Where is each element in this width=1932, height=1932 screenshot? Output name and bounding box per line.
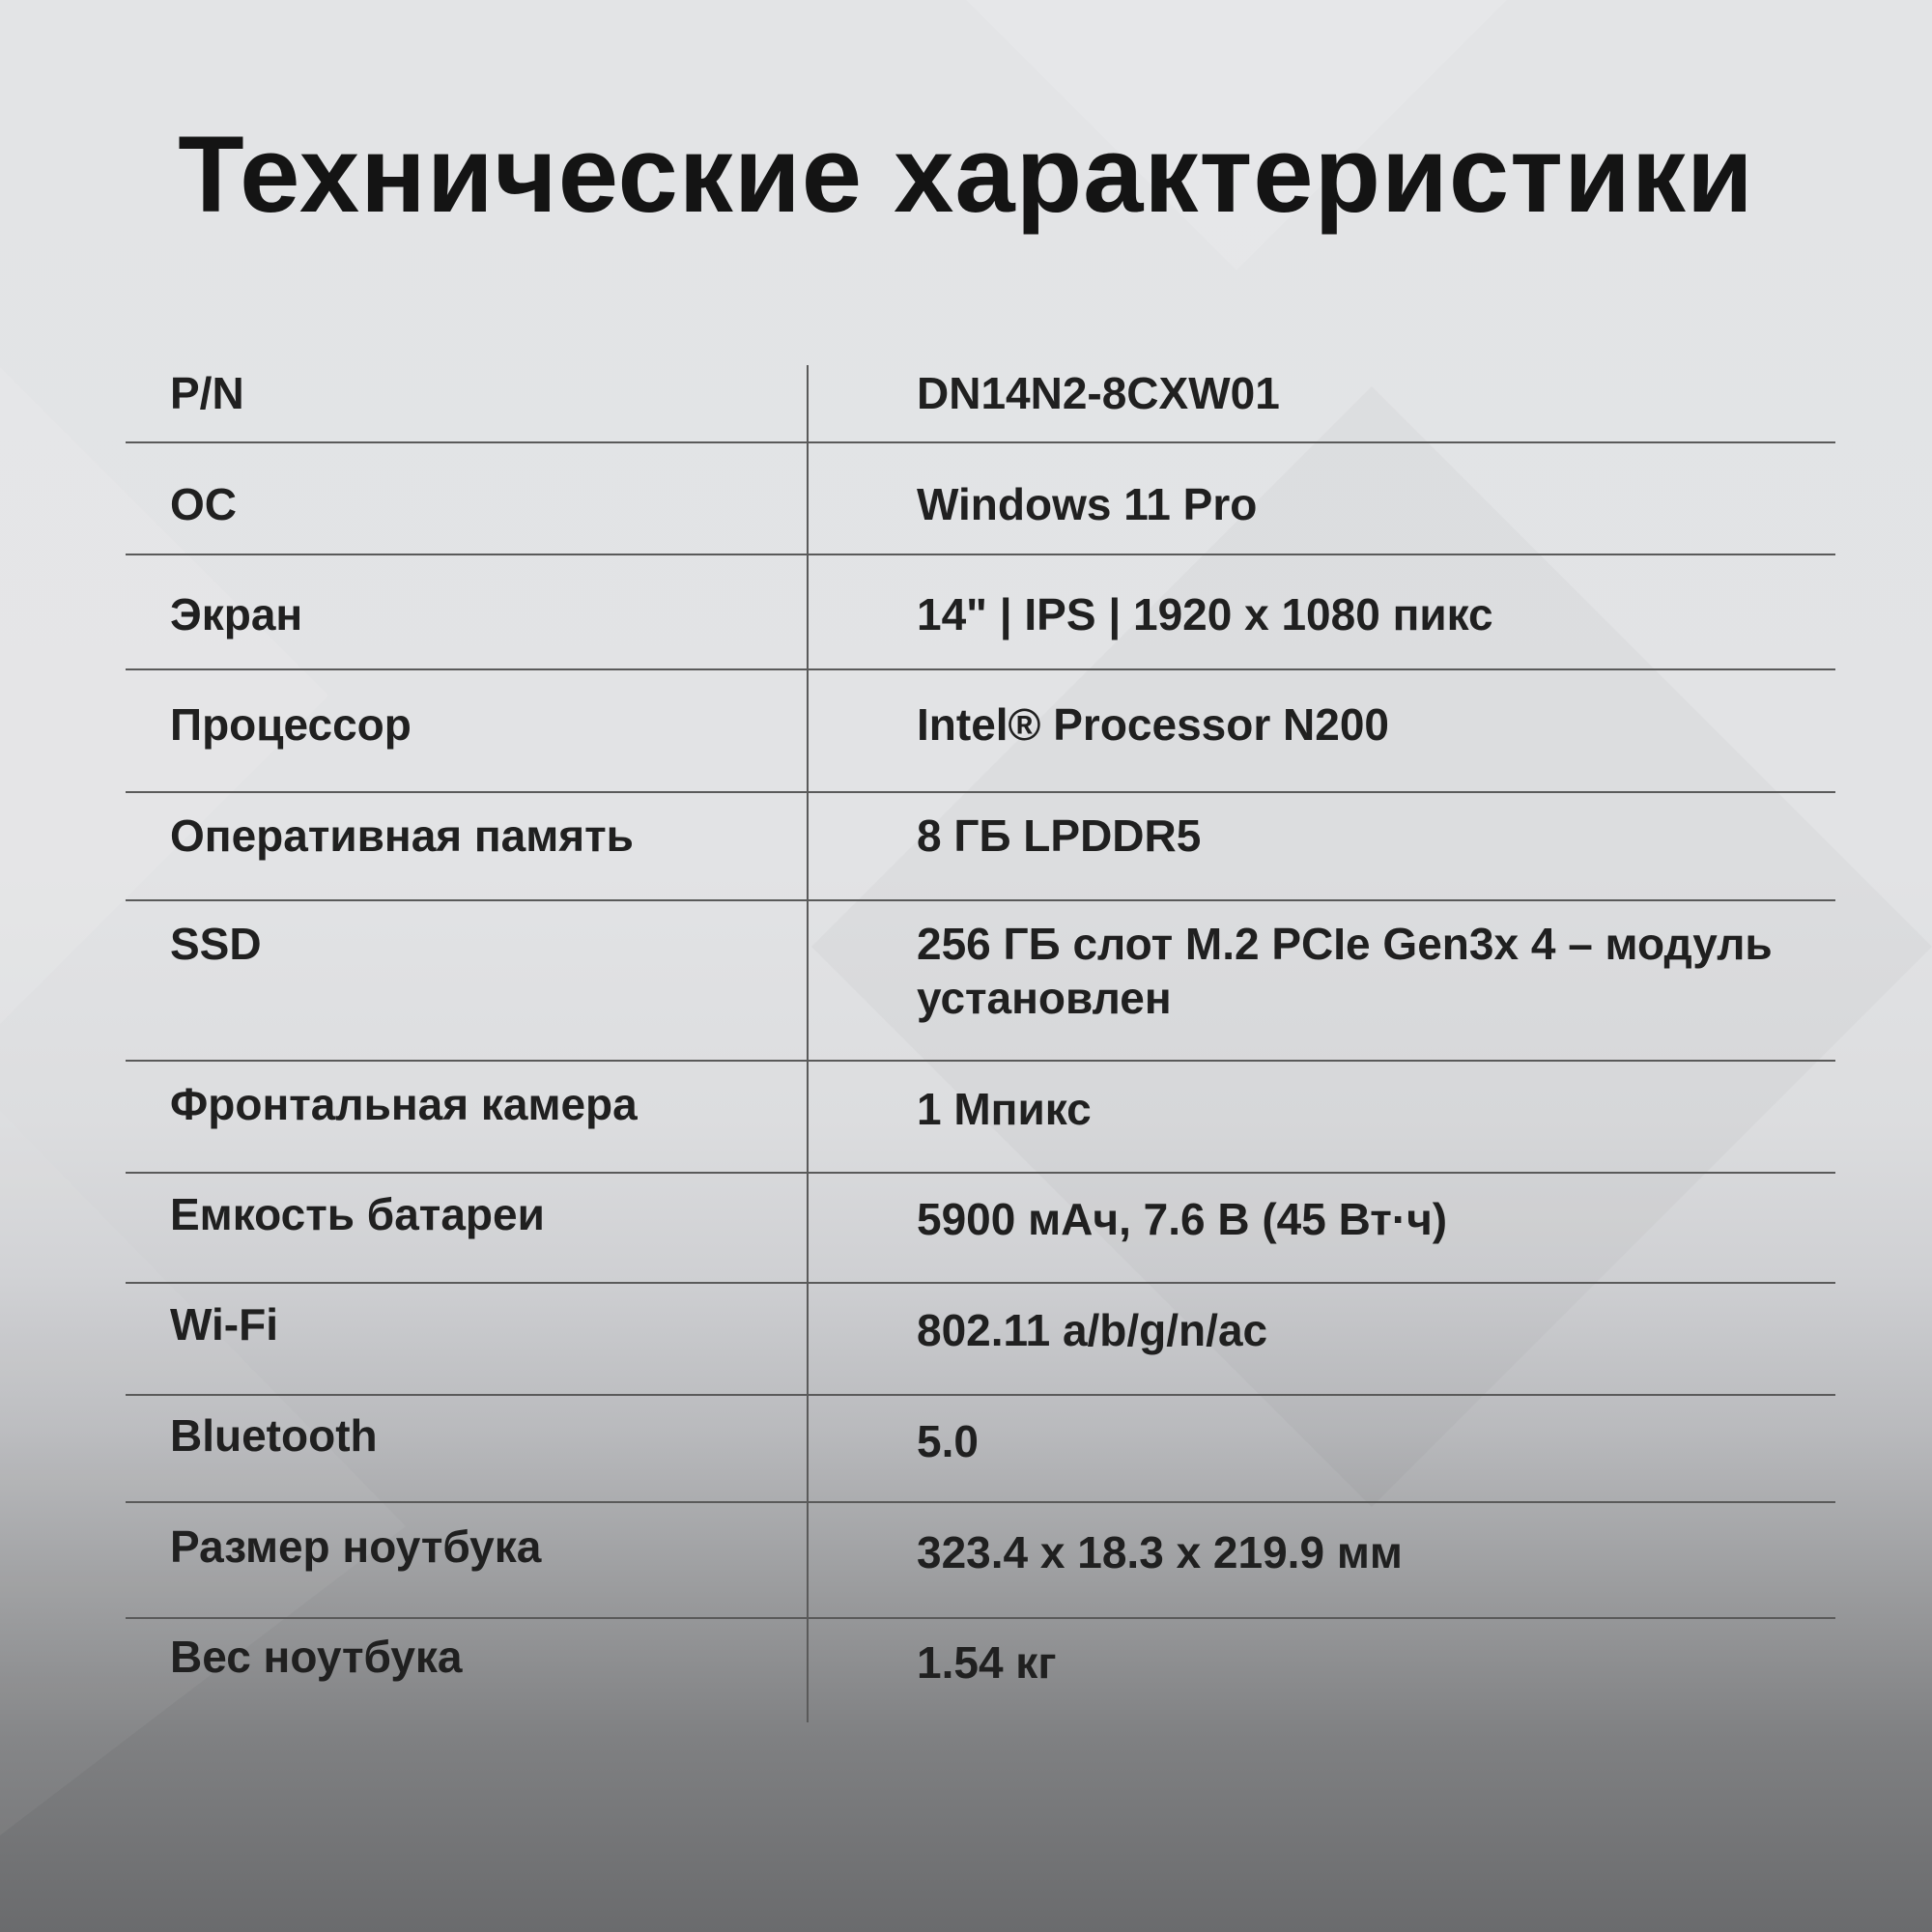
row-divider [126,1394,1835,1396]
spec-label: Размер ноутбука [170,1521,542,1572]
spec-table [126,365,1835,1722]
spec-value: 1.54 кг [917,1637,1057,1688]
spec-label: ОС [170,479,237,529]
row-divider [126,1617,1835,1619]
row-divider [126,554,1835,555]
row-divider [126,1501,1835,1503]
row-divider [126,899,1835,901]
spec-label: SSD [170,919,262,969]
spec-label: Процессор [170,699,412,750]
row-divider [126,441,1835,443]
spec-label: Bluetooth [170,1410,378,1461]
spec-label: Фронтальная камера [170,1079,638,1129]
row-divider [126,1172,1835,1174]
spec-value: 5900 мАч, 7.6 В (45 Вт·ч) [917,1194,1448,1244]
spec-value: 802.11 a/b/g/n/ac [917,1305,1268,1355]
spec-value: 8 ГБ LPDDR5 [917,810,1202,861]
spec-value: Windows 11 Pro [917,479,1258,529]
spec-label: Wi-Fi [170,1299,278,1350]
column-divider [807,365,809,1722]
spec-value: 323.4 x 18.3 x 219.9 мм [917,1527,1403,1577]
row-divider [126,668,1835,670]
row-divider [126,1060,1835,1062]
spec-label: Емкость батареи [170,1189,545,1239]
spec-value: DN14N2-8CXW01 [917,368,1280,418]
spec-value: 14" | IPS | 1920 x 1080 пикс [917,589,1493,639]
row-divider [126,1282,1835,1284]
spec-label: Экран [170,589,303,639]
spec-value: Intel® Processor N200 [917,699,1389,750]
spec-value: 256 ГБ слот M.2 PCIe Gen3x 4 – модуль установлен [917,919,1773,1023]
spec-value: 1 Мпикс [917,1084,1092,1134]
page-title: Технические характеристики [178,114,1754,235]
row-divider [126,791,1835,793]
spec-label: P/N [170,368,244,418]
spec-label: Вес ноутбука [170,1632,463,1682]
spec-label: Оперативная память [170,810,634,861]
spec-value: 5.0 [917,1416,979,1466]
